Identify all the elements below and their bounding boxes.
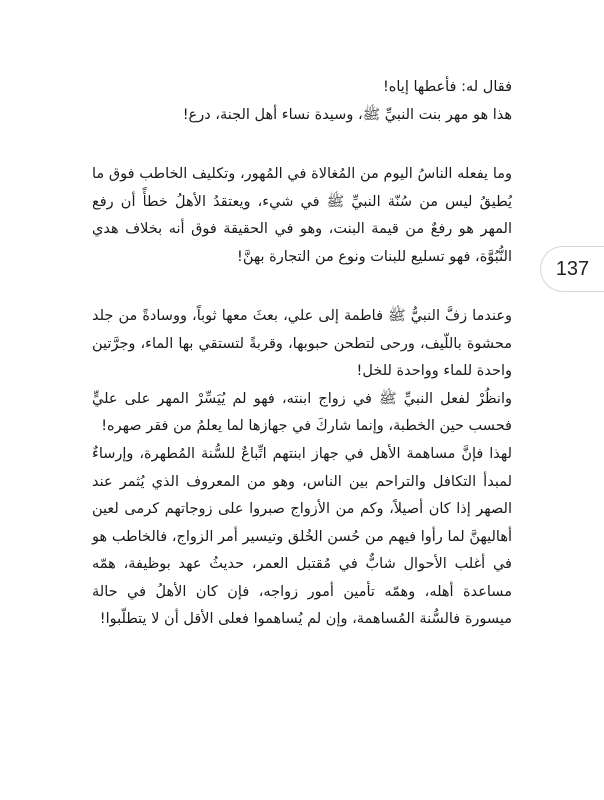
paragraph-gap — [92, 129, 512, 161]
paragraph-3: وما يفعله الناسُ اليوم من المُغالاة في المُهور، وتكليف الخاطب فوق ما يُطيقُ ليس من سُنّة النبيِّ ﷺ في شيء، ويعتقدُ الأهلُ خطأً أن رفع المهر هو رفعٌ من قيمة البنت، وهو في الحقيقة فوق أنه بخلاف هدي النُّبُوَّة، فهو تسليع للبنات ونوع من التجارة بهنَّ! — [92, 166, 512, 265]
paragraph-6: لهذا فإنَّ مساهمة الأهل في جهاز ابنتهم اتِّباعٌ للسُّنة المُطهرة، وإرساءٌ لمبدأ التكافل والتراحم بين الناس، وهو من المعروف الذي يُثمر عند الصهر إذا كان أصيلاً، وكم من الأزواج صبروا على زوجاتهم كرمى لعين أهاليهنَّ لما رأوا فيهم من حُسن الخُلق وتيسير أمر الزواج، فالخاطب هو في أغلب الأحوال شابٌّ في مُقتبل العمر، حديثُ عهد بوظيفة، همّه مساعدة أهله، وهمّه تأمين أمور زواجه، فإن كان الأهلُ في حالة ميسورة فالسُّنة المُساهمة، وإن لم يُساهموا فعلى الأقل أن لا يتطلّبوا! — [92, 446, 512, 628]
paragraph-2: هذا هو مهر بنت النبيِّ ﷺ، وسيدة نساء أهل الجنة، درع! — [182, 106, 512, 123]
page-number-tab — [540, 246, 604, 292]
page-number: 137 — [555, 257, 590, 280]
paragraph-5: وانظُرْ لفعل النبيِّ ﷺ في زواج ابنته، فهو لم يُيَسِّرْ المهر على عليٍّ فحسب حين الخطبة، وإنما شاركَ في جهازها لما يعلمُ من فقر صهره! — [92, 390, 512, 435]
paragraph-4: وعندما زفَّ النبيُّ ﷺ فاطمة إلى علي، بعثَ معها ثوباً، ووسادةً من جلد محشوة باللّيف، ورحى لتطحن حبوبها، وقربةً لتستقي بها الماء، وجرَّتين واحدة للماء وواحدة للخل! — [92, 308, 512, 380]
body-text — [92, 74, 512, 634]
paragraph-1: فقال له: فأعطها إياه! — [382, 79, 512, 95]
paragraph-gap — [92, 271, 512, 303]
